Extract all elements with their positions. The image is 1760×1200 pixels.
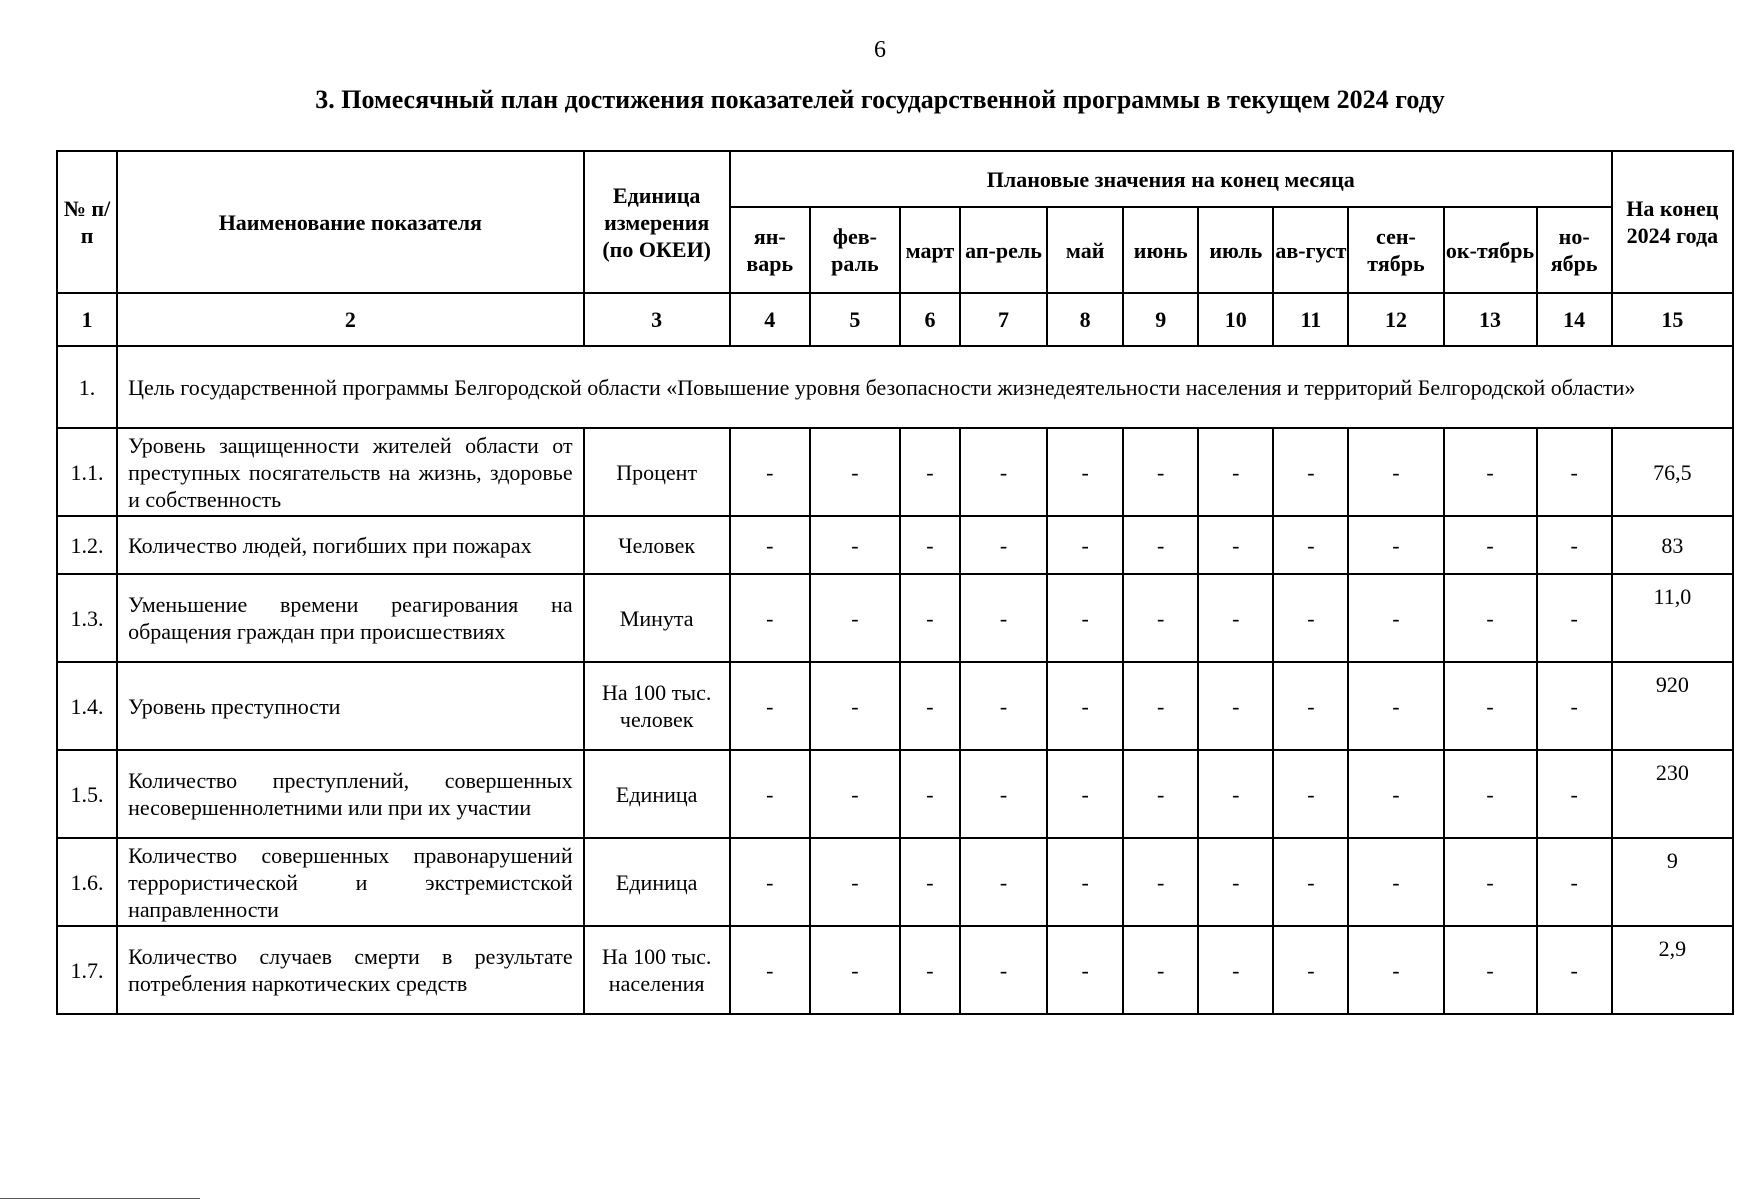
row-month-value: - bbox=[1444, 574, 1537, 662]
header-month: ок-тябрь bbox=[1444, 207, 1537, 293]
row-month-value: - bbox=[1123, 750, 1198, 838]
row-month-value: - bbox=[810, 662, 900, 750]
row-month-value: - bbox=[1273, 838, 1348, 926]
column-number: 15 bbox=[1612, 293, 1733, 346]
row-unit: Единица bbox=[584, 838, 730, 926]
header-month: март bbox=[900, 207, 960, 293]
goal-text: Цель государственной программы Белгородской области «Повышение уровня безопасности жизнедеятельности населения и территорий Белгородской области» bbox=[117, 346, 1733, 428]
row-month-value: - bbox=[1537, 516, 1612, 574]
row-num: 1.2. bbox=[57, 516, 117, 574]
row-month-value: - bbox=[1273, 750, 1348, 838]
row-month-value: - bbox=[1273, 428, 1348, 516]
row-month-value: - bbox=[1348, 516, 1443, 574]
row-month-value: - bbox=[960, 662, 1047, 750]
row-month-value: - bbox=[1348, 574, 1443, 662]
row-month-value: - bbox=[730, 750, 810, 838]
row-final-value: 83 bbox=[1612, 516, 1733, 574]
row-month-value: - bbox=[1273, 516, 1348, 574]
row-month-value: - bbox=[960, 926, 1047, 1014]
row-month-value: - bbox=[1348, 662, 1443, 750]
header-month: сен-тябрь bbox=[1348, 207, 1443, 293]
row-month-value: - bbox=[1537, 750, 1612, 838]
row-month-value: - bbox=[960, 428, 1047, 516]
row-unit: Единица bbox=[584, 750, 730, 838]
header-month: июль bbox=[1198, 207, 1273, 293]
table-header bbox=[57, 151, 1733, 293]
row-month-value: - bbox=[810, 926, 900, 1014]
row-month-value: - bbox=[1198, 838, 1273, 926]
row-month-value: - bbox=[730, 838, 810, 926]
row-month-value: - bbox=[1198, 750, 1273, 838]
table-row bbox=[57, 750, 1733, 838]
row-month-value: - bbox=[900, 428, 960, 516]
row-month-value: - bbox=[1537, 428, 1612, 516]
row-num: 1.3. bbox=[57, 574, 117, 662]
row-month-value: - bbox=[1198, 926, 1273, 1014]
footer-rule bbox=[0, 1198, 200, 1199]
row-month-value: - bbox=[1537, 574, 1612, 662]
goal-num: 1. bbox=[57, 346, 117, 428]
row-num: 1.5. bbox=[57, 750, 117, 838]
row-name: Уровень преступности bbox=[117, 662, 584, 750]
row-month-value: - bbox=[810, 516, 900, 574]
row-num: 1.6. bbox=[57, 838, 117, 926]
row-unit: На 100 тыс. человек bbox=[584, 662, 730, 750]
column-number: 3 bbox=[584, 293, 730, 346]
row-name: Уменьшение времени реагирования на обращения граждан при происшествиях bbox=[117, 574, 584, 662]
row-month-value: - bbox=[1047, 574, 1123, 662]
row-unit: Минута bbox=[584, 574, 730, 662]
row-month-value: - bbox=[730, 662, 810, 750]
table-row bbox=[57, 838, 1733, 926]
row-final-value: 76,5 bbox=[1612, 428, 1733, 516]
row-month-value: - bbox=[1047, 428, 1123, 516]
row-month-value: - bbox=[1537, 662, 1612, 750]
indicators-table-wrapper bbox=[56, 150, 1734, 1015]
row-month-value: - bbox=[900, 838, 960, 926]
row-month-value: - bbox=[730, 926, 810, 1014]
row-month-value: - bbox=[900, 926, 960, 1014]
table-row bbox=[57, 428, 1733, 516]
row-unit: Человек bbox=[584, 516, 730, 574]
column-number: 7 bbox=[960, 293, 1047, 346]
row-month-value: - bbox=[810, 838, 900, 926]
row-final-value: 2,9 bbox=[1612, 926, 1733, 1014]
row-month-value: - bbox=[1444, 926, 1537, 1014]
column-number: 8 bbox=[1047, 293, 1123, 346]
row-month-value: - bbox=[1047, 838, 1123, 926]
row-unit: На 100 тыс. населения bbox=[584, 926, 730, 1014]
row-month-value: - bbox=[1348, 428, 1443, 516]
row-month-value: - bbox=[960, 750, 1047, 838]
table-row bbox=[57, 574, 1733, 662]
table-row bbox=[57, 516, 1733, 574]
row-month-value: - bbox=[1444, 838, 1537, 926]
row-unit: Процент bbox=[584, 428, 730, 516]
column-number: 10 bbox=[1198, 293, 1273, 346]
document-title: 3. Помесячный план достижения показателей государственной программы в текущем 2024 году bbox=[315, 85, 1445, 114]
column-number: 4 bbox=[730, 293, 810, 346]
row-month-value: - bbox=[1047, 750, 1123, 838]
row-month-value: - bbox=[1444, 750, 1537, 838]
row-month-value: - bbox=[1273, 574, 1348, 662]
row-month-value: - bbox=[1348, 838, 1443, 926]
row-month-value: - bbox=[900, 750, 960, 838]
header-month: ап-рель bbox=[960, 207, 1047, 293]
row-month-value: - bbox=[1123, 516, 1198, 574]
row-month-value: - bbox=[1537, 838, 1612, 926]
header-plan-group: Плановые значения на конец месяца bbox=[730, 151, 1612, 207]
header-month: ян-варь bbox=[730, 207, 810, 293]
header-month: но-ябрь bbox=[1537, 207, 1612, 293]
row-month-value: - bbox=[1444, 428, 1537, 516]
table-body bbox=[57, 293, 1733, 1014]
page-number: 6 bbox=[874, 37, 886, 63]
row-month-value: - bbox=[960, 516, 1047, 574]
header-unit: Единица измерения (по ОКЕИ) bbox=[584, 151, 730, 293]
row-month-value: - bbox=[1198, 516, 1273, 574]
row-month-value: - bbox=[1123, 662, 1198, 750]
row-month-value: - bbox=[900, 662, 960, 750]
row-name: Количество случаев смерти в результате потребления наркотических средств bbox=[117, 926, 584, 1014]
header-month: май bbox=[1047, 207, 1123, 293]
row-month-value: - bbox=[1198, 574, 1273, 662]
row-month-value: - bbox=[810, 574, 900, 662]
row-month-value: - bbox=[810, 428, 900, 516]
row-month-value: - bbox=[1348, 750, 1443, 838]
row-month-value: - bbox=[730, 574, 810, 662]
row-month-value: - bbox=[1123, 926, 1198, 1014]
row-name: Количество совершенных правонарушений террористической и экстремистской направленности bbox=[117, 838, 584, 926]
row-month-value: - bbox=[1047, 516, 1123, 574]
row-month-value: - bbox=[1198, 662, 1273, 750]
column-number: 1 bbox=[57, 293, 117, 346]
column-number: 2 bbox=[117, 293, 584, 346]
row-final-value: 920 bbox=[1612, 662, 1733, 750]
row-num: 1.1. bbox=[57, 428, 117, 516]
row-num: 1.4. bbox=[57, 662, 117, 750]
header-name: Наименование показателя bbox=[117, 151, 584, 293]
row-name: Уровень защищенности жителей области от преступных посягательств на жизнь, здоровье и собственность bbox=[117, 428, 584, 516]
row-month-value: - bbox=[1444, 662, 1537, 750]
row-final-value: 11,0 bbox=[1612, 574, 1733, 662]
row-month-value: - bbox=[1348, 926, 1443, 1014]
row-month-value: - bbox=[960, 838, 1047, 926]
table-row bbox=[57, 926, 1733, 1014]
row-final-value: 230 bbox=[1612, 750, 1733, 838]
row-month-value: - bbox=[1444, 516, 1537, 574]
row-month-value: - bbox=[1198, 428, 1273, 516]
column-number: 14 bbox=[1537, 293, 1612, 346]
row-month-value: - bbox=[1047, 926, 1123, 1014]
row-final-value: 9 bbox=[1612, 838, 1733, 926]
row-name: Количество преступлений, совершенных несовершеннолетними или при их участии bbox=[117, 750, 584, 838]
row-month-value: - bbox=[1123, 838, 1198, 926]
header-month: фев-раль bbox=[810, 207, 900, 293]
header-month: июнь bbox=[1123, 207, 1198, 293]
row-month-value: - bbox=[900, 574, 960, 662]
goal-row bbox=[57, 346, 1733, 428]
row-month-value: - bbox=[730, 516, 810, 574]
column-number: 13 bbox=[1444, 293, 1537, 346]
row-month-value: - bbox=[960, 574, 1047, 662]
row-month-value: - bbox=[730, 428, 810, 516]
indicators-table bbox=[56, 150, 1734, 1015]
row-month-value: - bbox=[1273, 926, 1348, 1014]
header-month: ав-густ bbox=[1273, 207, 1348, 293]
column-numbers-row bbox=[57, 293, 1733, 346]
column-number: 11 bbox=[1273, 293, 1348, 346]
row-month-value: - bbox=[1123, 574, 1198, 662]
row-month-value: - bbox=[900, 516, 960, 574]
column-number: 9 bbox=[1123, 293, 1198, 346]
row-month-value: - bbox=[1537, 926, 1612, 1014]
row-name: Количество людей, погибших при пожарах bbox=[117, 516, 584, 574]
header-num: № п/п bbox=[57, 151, 117, 293]
column-number: 5 bbox=[810, 293, 900, 346]
table-row bbox=[57, 662, 1733, 750]
header-final: На конец 2024 года bbox=[1612, 151, 1733, 293]
column-number: 6 bbox=[900, 293, 960, 346]
row-month-value: - bbox=[1123, 428, 1198, 516]
column-number: 12 bbox=[1348, 293, 1443, 346]
row-month-value: - bbox=[1047, 662, 1123, 750]
row-month-value: - bbox=[810, 750, 900, 838]
row-month-value: - bbox=[1273, 662, 1348, 750]
row-num: 1.7. bbox=[57, 926, 117, 1014]
